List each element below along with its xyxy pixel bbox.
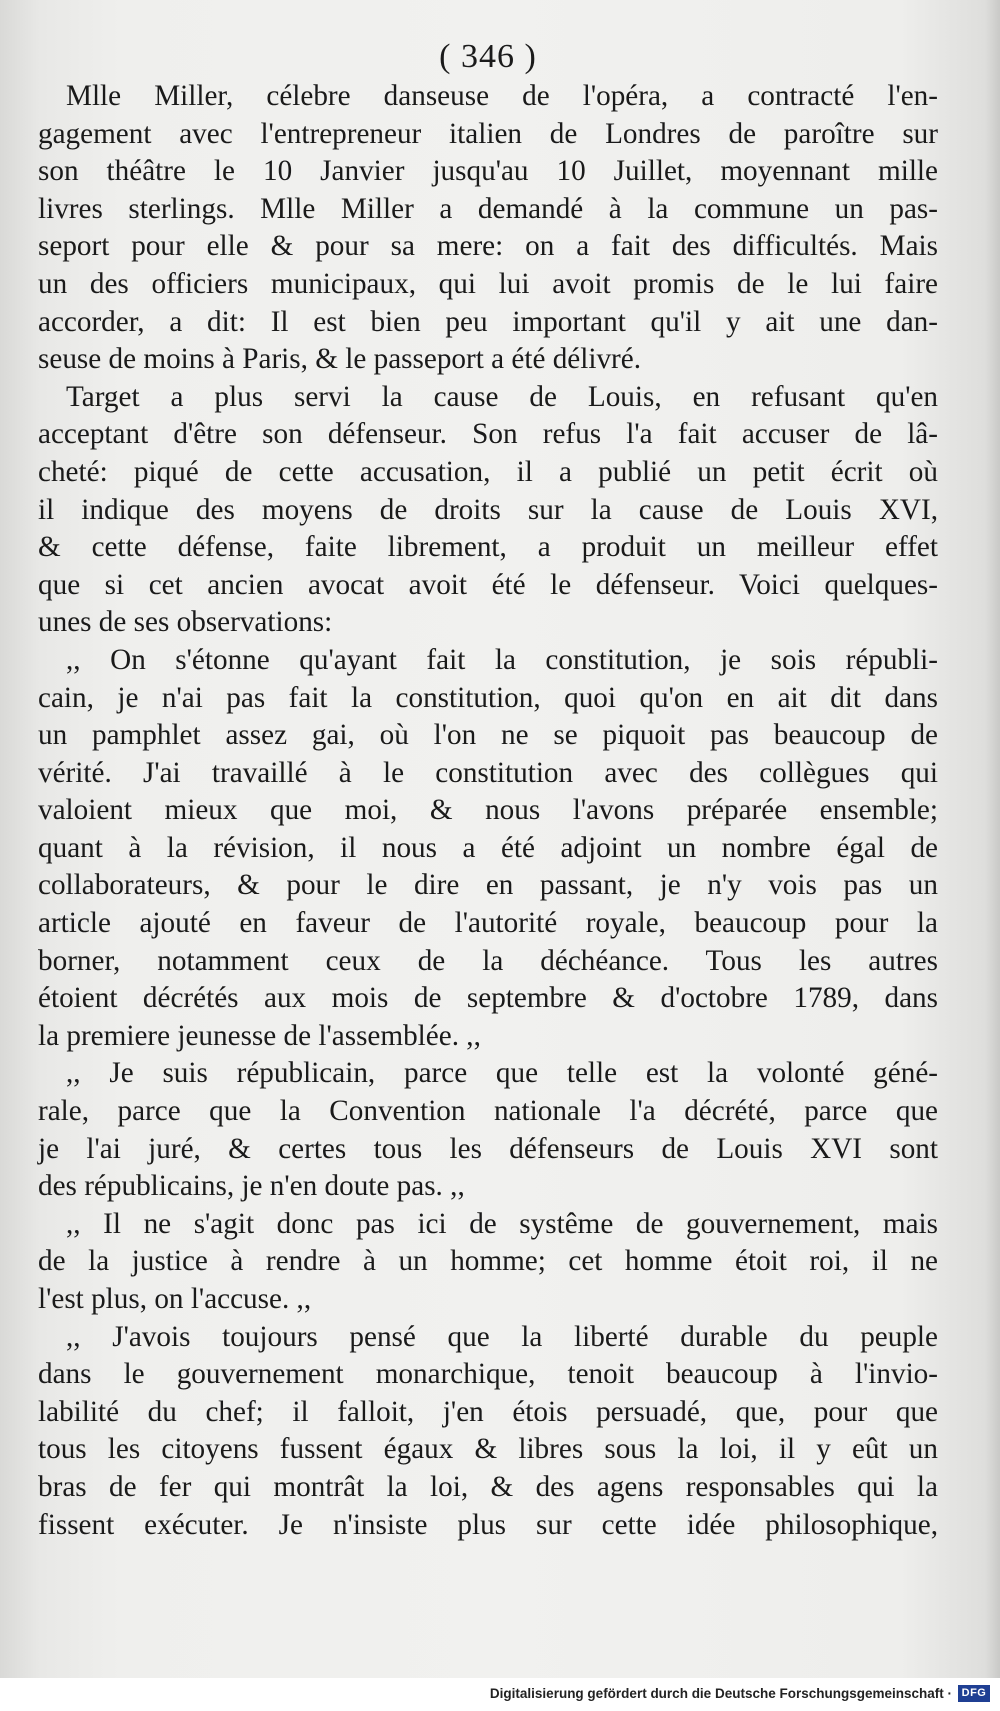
text-line: labilité du chef; il falloit, j'en étois persuadé, que, pour que	[38, 1395, 938, 1428]
text-line: fissent exécuter. Je n'insiste plus sur cette idée philosophique,	[38, 1508, 938, 1541]
text-line: ,, On s'étonne qu'ayant fait la constitution, je sois républi-	[66, 643, 938, 676]
text-line: que si cet ancien avocat avoit été le défenseur. Voici quelques-	[38, 568, 938, 601]
text-line: je l'ai juré, & certes tous les défenseurs de Louis XVI sont	[38, 1132, 938, 1165]
text-line: collaborateurs, & pour le dire en passant, je n'y vois pas un	[38, 869, 938, 902]
text-line: de la justice à rendre à un homme; cet homme étoit roi, il ne	[38, 1245, 938, 1278]
text-line: acceptant d'être son défenseur. Son refus l'a fait accuser de lâ-	[38, 418, 938, 451]
text-line: & cette défense, faite librement, a produit un meilleur effet	[38, 531, 938, 564]
text-line: seuse de moins à Paris, & le passeport a été délivré.	[38, 343, 642, 376]
text-line: il indique des moyens de droits sur la cause de Louis XVI,	[38, 493, 938, 526]
text-line: gagement avec l'entrepreneur italien de Londres de paroître sur	[38, 117, 938, 150]
text-line: ,, J'avois toujours pensé que la liberté durable du peuple	[66, 1320, 938, 1353]
text-line: ,, Il ne s'agit donc pas ici de systême de gouvernement, mais	[66, 1207, 938, 1240]
text-line: Target a plus servi la cause de Louis, en refusant qu'en	[66, 380, 938, 413]
text-line: dans le gouvernement monarchique, tenoit beaucoup à l'invio-	[38, 1358, 938, 1391]
text-line: borner, notamment ceux de la déchéance. Tous les autres	[38, 944, 938, 977]
text-line: l'est plus, on l'accuse. ,,	[38, 1283, 312, 1315]
text-line: la premiere jeunesse de l'assemblée. ,,	[38, 1019, 481, 1052]
text-line: ,, Je suis républicain, parce que telle est la volonté géné-	[66, 1057, 938, 1090]
body-text	[38, 78, 938, 1544]
dfg-logo: DFG	[958, 1685, 990, 1702]
text-line: accorder, a dit: Il est bien peu important qu'il y ait une dan-	[38, 305, 938, 338]
text-line: seport pour elle & pour sa mere: on a fait des difficultés. Mais	[38, 230, 938, 263]
text-line: cheté: piqué de cette accusation, il a publié un petit écrit où	[38, 455, 938, 488]
text-line: valoient mieux que moi, & nous l'avons préparée ensemble;	[38, 794, 938, 827]
text-line: article ajouté en faveur de l'autorité royale, beaucoup pour la	[38, 907, 938, 940]
text-line: des républicains, je n'en doute pas. ,,	[38, 1170, 465, 1203]
text-line: vérité. J'ai travaillé à le constitution avec des collègues qui	[38, 756, 938, 789]
text-line: cain, je n'ai pas fait la constitution, quoi qu'on en ait dit dans	[38, 681, 938, 714]
text-line: bras de fer qui montrât la loi, & des agens responsables qui la	[38, 1470, 938, 1503]
text-line: livres sterlings. Mlle Miller a demandé à la commune un pas-	[38, 192, 938, 225]
text-line: Mlle Miller, célebre danseuse de l'opéra, a contracté l'en-	[66, 80, 938, 112]
book-page	[38, 26, 938, 1626]
text-line: un pamphlet assez gai, où l'on ne se piquoit pas beaucoup de	[38, 719, 938, 752]
footer-credit: Digitalisierung gefördert durch die Deutsche Forschungsgemeinschaft ·	[489, 1686, 952, 1701]
text-line: tous les citoyens fussent égaux & libres sous la loi, il y eût un	[38, 1433, 938, 1466]
page-number: ( 346 )	[439, 38, 537, 75]
text-line: étoient décrétés aux mois de septembre & d'octobre 1789, dans	[38, 982, 938, 1015]
text-line: quant à la révision, il nous a été adjoint un nombre égal de	[38, 831, 938, 864]
digitization-footer	[0, 1678, 1000, 1711]
text-line: rale, parce que la Convention nationale l'a décrété, parce que	[38, 1095, 938, 1128]
text-line: un des officiers municipaux, qui lui avoit promis de le lui faire	[38, 267, 938, 300]
text-line: son théâtre le 10 Janvier jusqu'au 10 Juillet, moyennant mille	[38, 155, 938, 188]
text-line: unes de ses observations:	[38, 606, 333, 639]
